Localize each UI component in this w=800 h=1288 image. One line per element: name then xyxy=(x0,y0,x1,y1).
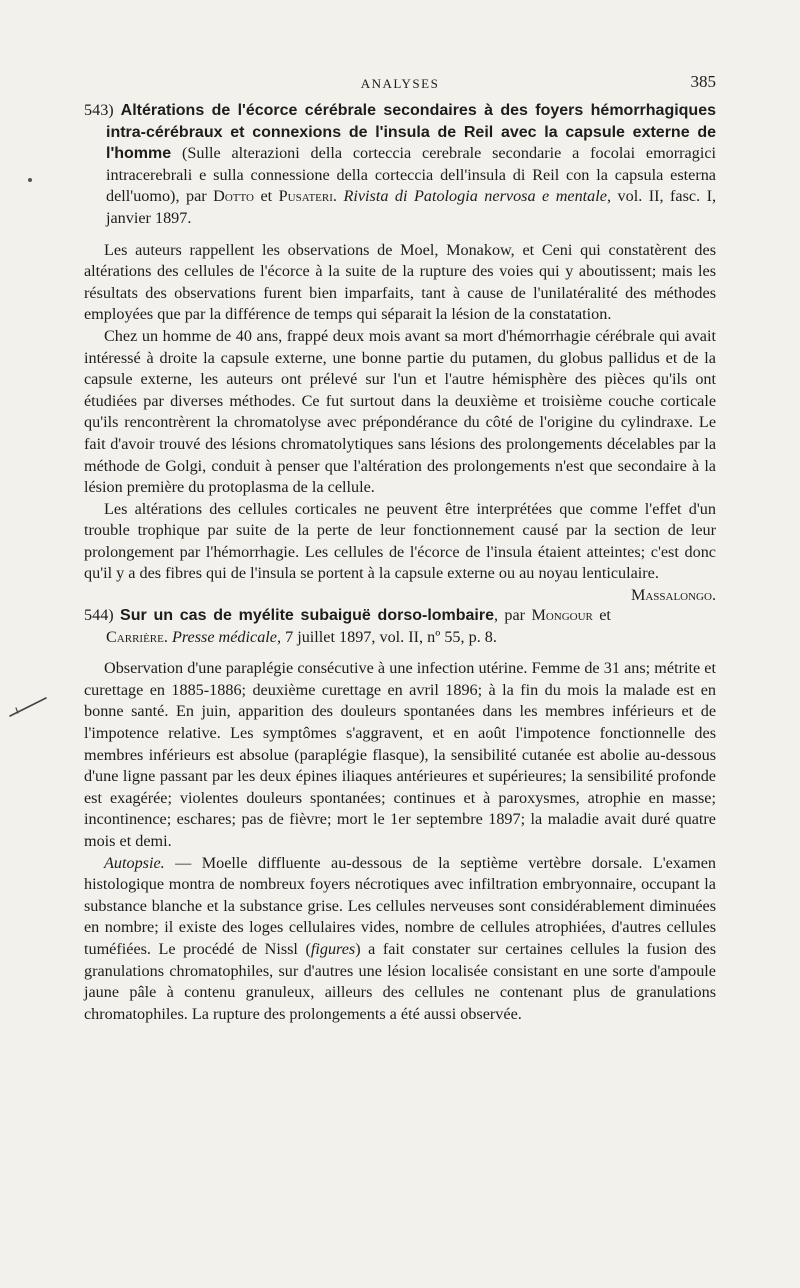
autopsie-label: Autopsie. xyxy=(104,853,165,872)
conjunction: et xyxy=(599,606,611,625)
paragraph-text: — Moelle diffluente au-dessous de la septième vertèbre dorsale. L'examen histologique montra de nombreux foyers nécrotiques avec infiltration embryonnaire, occupant la substance blanche et la substance grise. Les cellules nerveuses sont considérablement diminuées en nombre; il existe des loges cellulaires vides, nombre de cellules atrophiées, d'autres cellules tuméfiées. Le procédé de Nissl ( xyxy=(84,853,716,958)
author: Carrière xyxy=(106,627,164,646)
paragraph: Chez un homme de 40 ans, frappé deux mois avant sa mort d'hémorrhagie cérébrale qui avait intéressé à droite la capsule externe, une bonne partie du putamen, du globus pallidus et de la capsule externe, les auteurs ont prélevé sur l'un et l'autre hémisphère des pièces qu'ils ont étudiées par diverses méthodes. Ce fut surtout dans la deuxième et troisième couche corticale qu'ils rencontrèrent la chromatolyse avec prépondérance du côté de l'origine du cylindraxe. Le fait d'avoir trouvé des lésions chromatolytiques sans lésions des prolongements décelables par la méthode de Golgi, conduit à penser que l'altération des prolongements n'est que secondaire à la lésion première du protoplasma de la cellule. xyxy=(84,326,716,497)
page-number: 385 xyxy=(690,72,716,91)
paragraph-text: ) a fait constater sur certaines cellules la fusion des granulations chromatophiles, sur d'autres une lésion localisée consistant en une sorte d'ampoule jaune pâle à contenu granuleux, ailleurs des cellules ne contenant plus de granulations chromatophiles. La rupture des prolongements a été aussi observée. xyxy=(84,939,716,1023)
byline: , par xyxy=(494,606,526,625)
author: Dotto xyxy=(213,187,254,206)
paragraph xyxy=(84,499,716,605)
margin-dot xyxy=(28,178,32,182)
article-544 xyxy=(84,605,716,1025)
text-block xyxy=(84,100,716,1025)
paragraph-text: Les altérations des cellules corticales ne peuvent être interprétées que comme l'effet d'un trouble trophique par suite de la perte de leur fonctionnement causé par la section de leur prolongement par l'hémorrhagie. Les cellules de l'écorce de l'insula étaient atteintes; c'est donc qu'il y a des fibres qui de l'insula se portent à la capsule externe ou au noyau lenticulaire. xyxy=(84,499,716,583)
article-543-heading: 543) Altérations de l'écorce cérébrale secondaires à des foyers hémorrhagiques intra-cérébraux et connexions de l'insula de Reil avec la capsule externe de l'homme (Sulle alterazioni della corteccia cerebrale secondarie a focolai emorragici intracerebrali e sulla connessione della corteccia dell'insula di Reil con la capsula esterna dell'uomo), par Dotto et Pusateri. Rivista di Patologia nervosa e mentale, vol. II, fasc. I, janvier 1897. xyxy=(84,101,717,227)
page-header xyxy=(84,72,716,96)
article-number: 544) xyxy=(84,606,114,625)
article-title: Sur un cas de myélite subaiguë dorso-lombaire xyxy=(120,607,494,625)
paragraph xyxy=(84,853,716,1026)
article-number: 543) xyxy=(84,101,114,119)
conjunction: et xyxy=(260,187,273,206)
journal-name: Presse médicale, xyxy=(171,627,282,646)
article-543 xyxy=(84,100,717,605)
journal-reference: vol. II, fasc. I, janvier 1897. xyxy=(106,187,717,227)
running-head: ANALYSES xyxy=(360,76,440,91)
figures-word: figures xyxy=(310,939,356,958)
paragraph: Les auteurs rappellent les observations de Moel, Monakow, et Ceni qui constatèrent des altérations des cellules de l'écorce à la suite de la rupture des voies qui y aboutissent; mais les résultats des observations furent bien imparfaits, tant à cause de l'unilatéralité des méthodes employées que par la différence de temps qui séparait la lésion de la constatation. xyxy=(84,240,716,324)
original-title: (Sulle alterazioni della corteccia cerebrale secondarie a focolai emorragici intracerebrali e sulla connessione della corteccia dell'insula di Reil con la capsula esterna dell'uomo), par xyxy=(106,144,717,206)
author: Mongour xyxy=(531,606,593,625)
journal-reference: 7 juillet 1897, vol. II, nº 55, p. 8. xyxy=(285,627,497,646)
paragraph: Observation d'une paraplégie consécutive à une infection utérine. Femme de 31 ans; métrite et curettage en 1885-1886; deuxième curettage en avril 1896; à la fin du mois la malade est en bonne santé. En juin, apparition des douleurs spontanées dans les membres inférieurs et de l'impotence relative. Les symptômes s'aggravent, et en août l'impotence fonctionnelle des membres inférieurs est absolue (paraplégie flasque), la sensibilité cutanée est abolie au-dessous d'une ligne passant par les deux épines iliaques antérieures et supérieures; la sensibilité profonde est exagérée; violentes douleurs spontanées; continues et à paroxysmes, atrophie en masse; incontinence; eschares; pas de fièvre; mort le 1er septembre 1897; la maladie avait duré quatre mois et demi. xyxy=(84,659,716,850)
signature: Massalongo. xyxy=(630,586,716,605)
margin-pen-mark xyxy=(8,696,48,720)
article-544-heading: 544) Sur un cas de myélite subaiguë dorso-lombaire, par Mongour et Carrière. Presse médicale, 7 juillet 1897, vol. II, nº 55, p. 8. xyxy=(84,606,611,646)
article-title: Altérations de l'écorce cérébrale secondaires à des foyers hémorrhagiques intra-cérébraux et connexions de l'insula de Reil avec la capsule externe de l'homme xyxy=(106,102,717,163)
author: Pusateri xyxy=(278,187,333,206)
journal-name: Rivista di Patologia nervosa e mentale, xyxy=(343,187,612,206)
